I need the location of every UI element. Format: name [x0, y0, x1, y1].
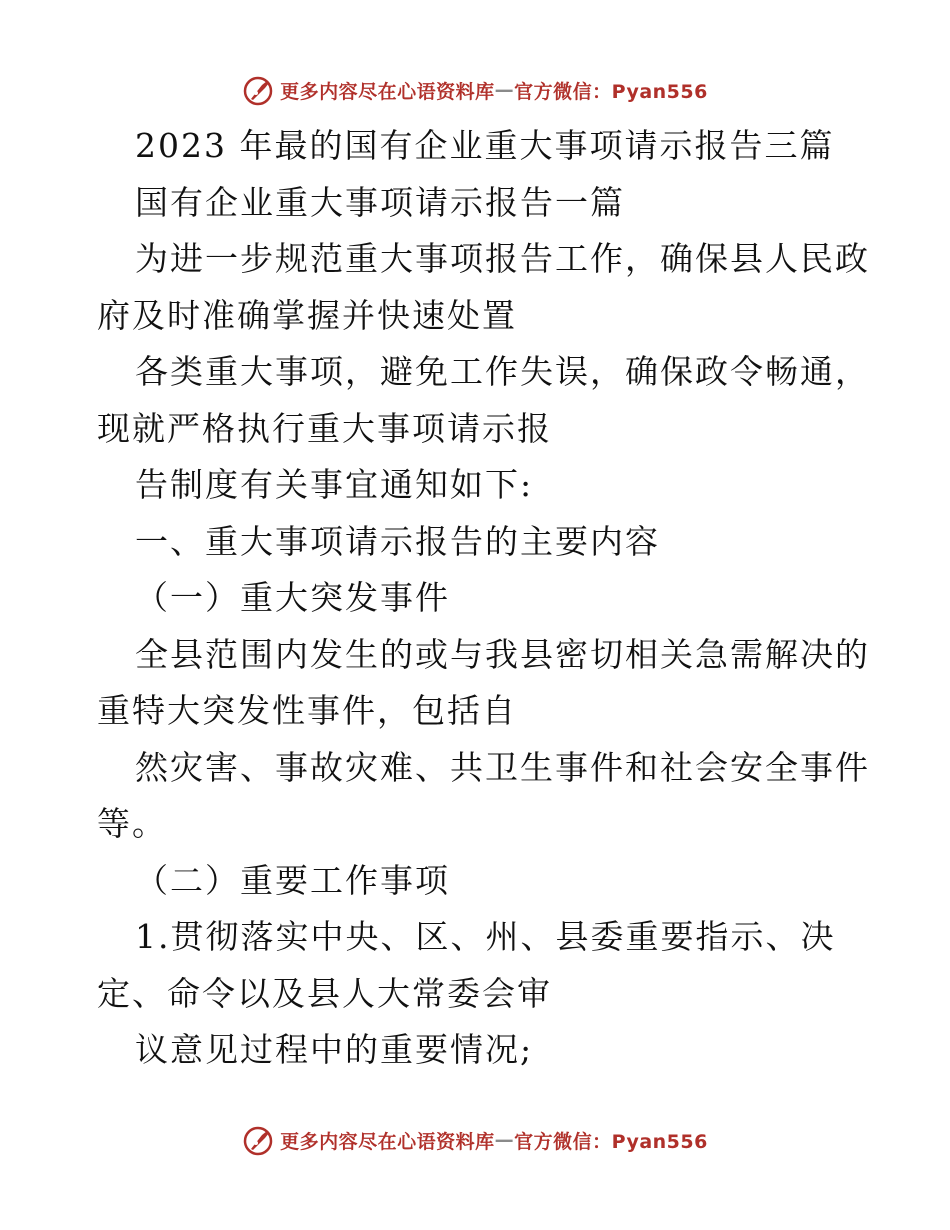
- text-line: 府及时准确掌握并快速处置: [97, 295, 517, 335]
- text-line: 国有企业重大事项请示报告一篇: [135, 182, 625, 222]
- text-line: （二）重要工作事项: [135, 860, 450, 900]
- text-line: 等。: [97, 804, 167, 843]
- text-line: 1.贯彻落实中央、区、州、县委重要指示、决: [135, 917, 836, 956]
- text-line: 全县范围内发生的或与我县密切相关急需解决的: [135, 634, 870, 674]
- text-line: 一、重大事项请示报告的主要内容: [135, 521, 660, 561]
- text-line: 议意见过程中的重要情况;: [135, 1030, 534, 1069]
- watermark-lead: 更多内容尽在心语资料库: [280, 80, 495, 103]
- text-line: 然灾害、事故灾难、共卫生事件和社会安全事件: [135, 747, 870, 787]
- pen-nib-logo-icon: [242, 73, 276, 107]
- text-line: 2023 年最的国有企业重大事项请示报告三篇: [135, 126, 835, 165]
- watermark-dash: —: [494, 1129, 515, 1151]
- watermark-tail: 官方微信：Pyan556: [514, 1130, 708, 1153]
- text-line: 定、命令以及县人大常委会审: [97, 973, 552, 1013]
- text-line: 为进一步规范重大事项报告工作，确保县人民政: [135, 239, 870, 278]
- watermark-header: [0, 70, 950, 110]
- text-line: （一）重大突发事件: [135, 578, 450, 617]
- text-line: 告制度有关事宜通知如下:: [135, 465, 534, 504]
- watermark-footer: [0, 1120, 950, 1160]
- watermark-lead: 更多内容尽在心语资料库: [280, 1130, 495, 1153]
- text-line: 各类重大事项，避免工作失误，确保政令畅通，: [135, 352, 870, 391]
- watermark-dash: —: [494, 79, 515, 101]
- text-line: 现就严格执行重大事项请示报: [97, 408, 552, 448]
- text-line: 重特大突发性事件，包括自: [97, 691, 517, 730]
- document-body: [97, 118, 870, 1079]
- watermark-tail: 官方微信：Pyan556: [514, 80, 708, 103]
- pen-nib-logo-icon: [242, 1123, 276, 1157]
